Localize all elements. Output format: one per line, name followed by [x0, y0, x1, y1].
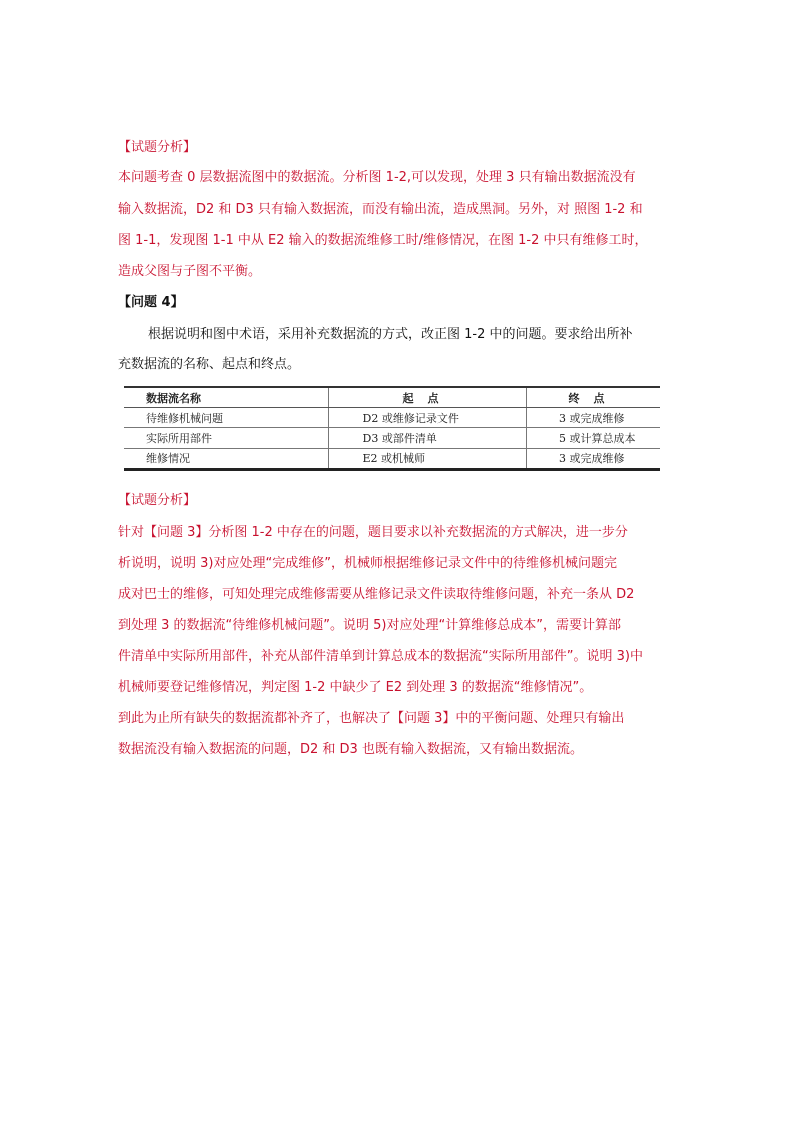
table-row [124, 448, 660, 468]
table-cell-text: E2 或机械师 [362, 452, 426, 466]
analysis-2-line-5: 件清单中实际所用部件，补充从部件清单到计算总成本的数据流“实际所用部件”。说明 3)中 [118, 649, 643, 664]
analysis-1-line-3: 图 1-1，发现图 1-1 中从 E2 输入的数据流维修工时/维修情况，在图 1-2 中只有维修工时， [118, 233, 648, 248]
analysis-2-line-3: 成对巴士的维修，可知处理完成维修需要从维修记录文件读取待维修问题，补充一条从 D2 [118, 587, 635, 602]
table-cell [329, 408, 527, 428]
analysis-1-line-1: 本问题考查 0 层数据流图中的数据流。分析图 1-2,可以发现，处理 3 只有输出数据流没有 [118, 170, 636, 185]
question-4-line-2: 充数据流的名称、起点和终点。 [118, 357, 301, 372]
analysis-1-line-2: 输入数据流，D2 和 D3 只有输入数据流，而没有输出流，造成黑洞。另外，对 照图 1-2 和 [118, 202, 643, 217]
table-header-name: 数据流名称 [124, 388, 329, 408]
analysis-heading-2: 【试题分析】 [118, 493, 197, 508]
table-cell-text: D3 或部件清单 [362, 432, 437, 446]
table-cell: 5 或计算总成本 [527, 428, 661, 448]
analysis-2-line-6: 机械师要登记维修情况，判定图 1-2 中缺少了 E2 到处理 3 的数据流“维修情况”。 [118, 680, 593, 695]
table-cell: 实际所用部件 [124, 428, 329, 448]
analysis-2-line-1: 针对【问题 3】分析图 1-2 中存在的问题，题目要求以补充数据流的方式解决，进一步分 [118, 525, 628, 540]
analysis-2-line-8: 数据流没有输入数据流的问题，D2 和 D3 也既有输入数据流，又有输出数据流。 [118, 742, 583, 757]
table-cell [329, 448, 527, 468]
table-cell: 维修情况 [146, 452, 190, 466]
table-header-start: 起点 [329, 388, 527, 408]
question-4-heading: 【问题 4】 [118, 295, 184, 310]
table-header-end: 终点 [527, 388, 661, 408]
table-header-row [124, 388, 660, 408]
table-row [124, 408, 660, 428]
question-4-line-1: 根据说明和图中术语，采用补充数据流的方式，改正图 1-2 中的问题。要求给出所补 [148, 327, 633, 342]
analysis-2-line-7: 到此为止所有缺失的数据流都补齐了，也解决了【问题 3】中的平衡问题、处理只有输出 [118, 711, 625, 726]
analysis-2-line-4: 到处理 3 的数据流“待维修机械问题”。说明 5)对应处理“计算维修总成本”，需要计算部 [118, 618, 621, 633]
analysis-heading-1: 【试题分析】 [118, 140, 197, 155]
table-row [124, 428, 660, 448]
table-cell [329, 428, 527, 448]
analysis-2-line-2: 析说明，说明 3)对应处理“完成维修”，机械师根据维修记录文件中的待维修机械问题完 [118, 556, 617, 571]
table-cell-text: D2 或维修记录文件 [362, 411, 459, 425]
table-cell: 3 或完成维修 [527, 408, 661, 428]
table-cell: 3 或完成维修 [527, 448, 661, 468]
table-cell: 待维修机械问题 [124, 408, 329, 428]
analysis-1-line-4: 造成父图与子图不平衡。 [118, 264, 262, 279]
answer-table [124, 386, 660, 471]
